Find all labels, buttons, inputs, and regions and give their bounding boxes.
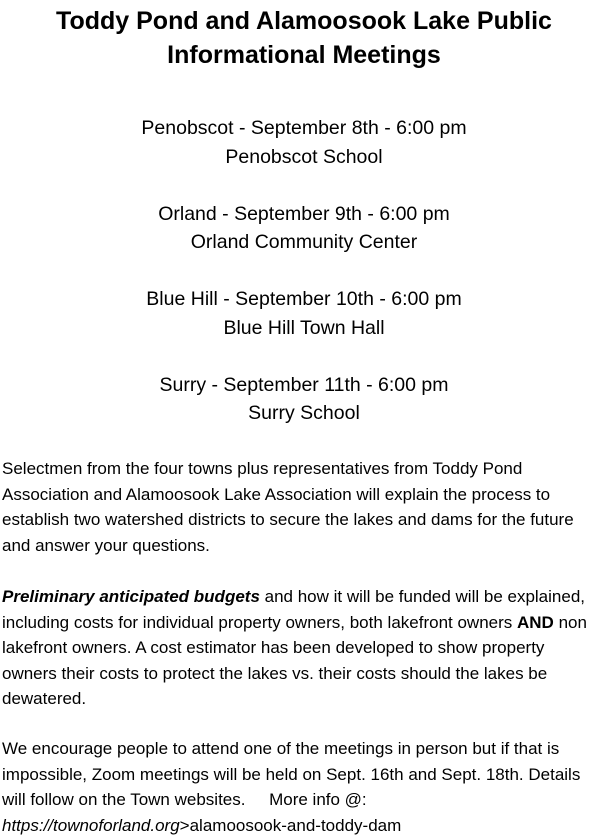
meeting-when: Surry - September 11th - 6:00 pm	[159, 373, 449, 396]
zoom-paragraph	[2, 736, 602, 838]
meeting-location: Surry School	[248, 402, 360, 424]
budget-text-1: and how it will be funded will be explained, including costs for individual property owners, both lakefront owners	[2, 587, 585, 632]
meeting-location: Orland Community Center	[190, 231, 418, 253]
page-title	[0, 4, 608, 72]
meeting-when: Blue Hill - September 10th - 6:00 pm	[146, 288, 462, 310]
budget-text-2: non lakefront owners. A cost estimator has been developed to show property owners their costs to protect the lakes vs. their costs should the lakes be dewatered.	[2, 612, 587, 708]
town-website-link[interactable]: https://townoforland.org	[2, 815, 180, 835]
meeting-blue-hill	[0, 285, 608, 342]
meeting-when: Penobscot - September 8th - 6:00 pm	[141, 117, 467, 139]
budget-paragraph	[2, 584, 602, 712]
meeting-when: Orland - September 9th - 6:00 pm	[158, 202, 450, 225]
zoom-text: We encourage people to attend one of the meetings in person but if that is impossible, Zoom meetings will be held on Sept. 16th and Sept. 18th. Details will follow on the Town websites. More info @:	[2, 739, 581, 809]
intro-paragraph: Selectmen from the four towns plus representatives from Toddy Pond Association and Alamoosook Lake Association will explain the process to establish two watershed districts to secure the lakes and dams for the future and answer your questions.	[2, 459, 574, 555]
budget-emphasis: AND	[517, 612, 554, 632]
meeting-location: Blue Hill Town Hall	[223, 316, 385, 339]
meeting-location: Penobscot School	[225, 145, 383, 168]
meeting-orland	[0, 200, 608, 257]
budget-lead: Preliminary anticipated budgets	[2, 587, 260, 606]
meeting-schedule	[0, 114, 608, 456]
meeting-penobscot	[0, 114, 608, 171]
link-path: >alamoosook-and-toddy-dam	[179, 815, 402, 835]
title-line-1: Toddy Pond and Alamoosook Lake Public	[56, 7, 552, 35]
title-line-2: Informational Meetings	[167, 41, 441, 69]
meeting-surry	[0, 371, 608, 428]
